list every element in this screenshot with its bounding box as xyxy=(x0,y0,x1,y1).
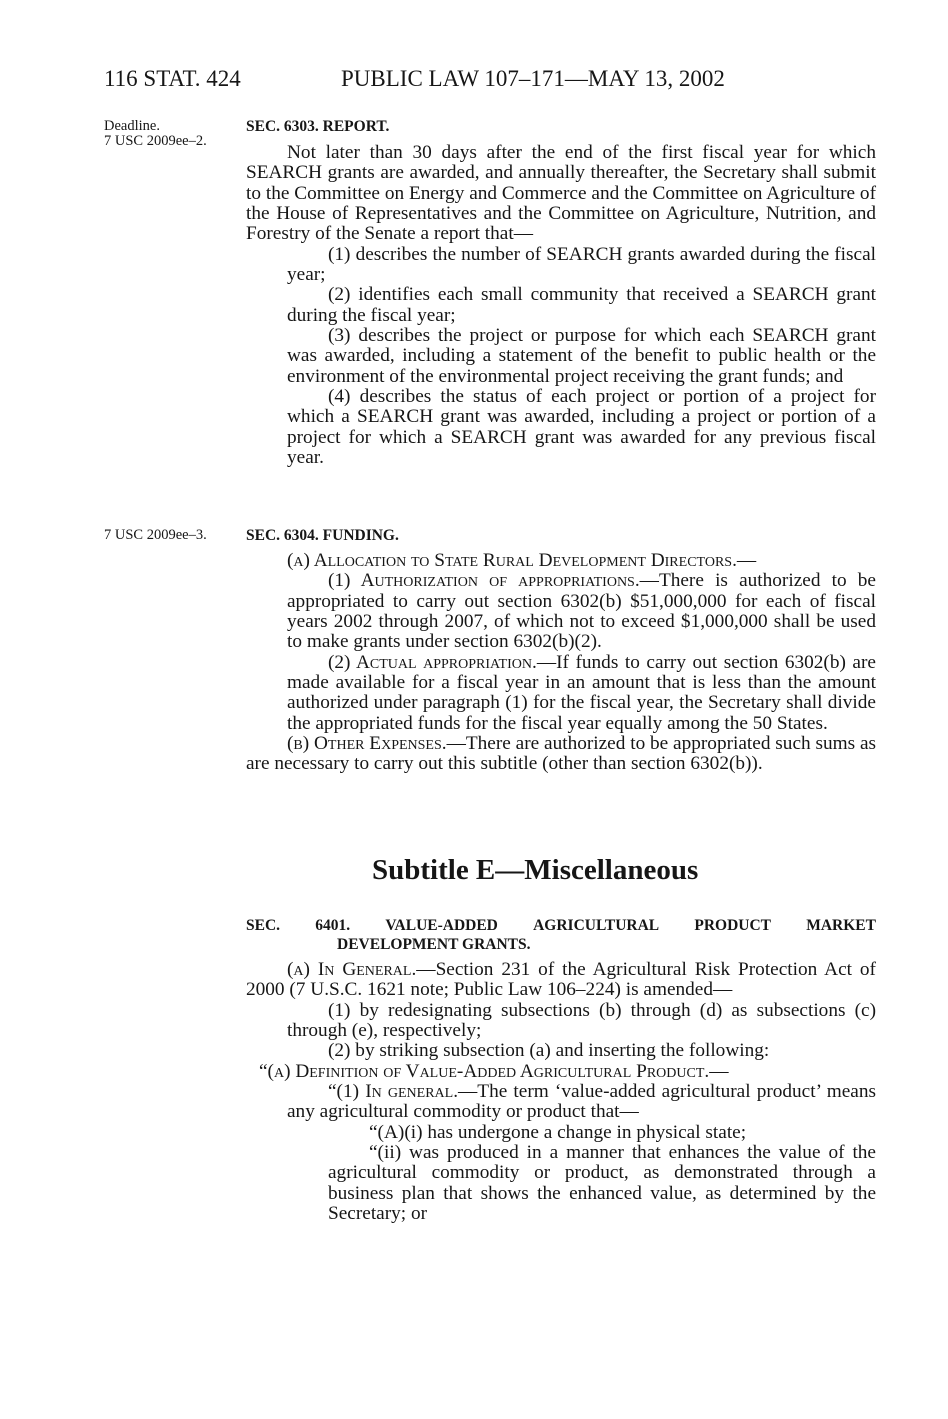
section-6401-definition-heading xyxy=(246,1062,876,1082)
section-6401-definition-1-label: “(1) In general. xyxy=(328,1081,459,1103)
section-6401-heading-word: PRODUCT xyxy=(694,917,772,934)
margin-note-usc-6303: 7 USC 2009ee–2. xyxy=(104,133,207,149)
section-6401-item-1: (1) by redesignating subsections (b) through (d) as subsections (c) through (e), respectively; xyxy=(287,999,876,1042)
section-6304-a2-label: (2) Actual appropriation. xyxy=(328,651,537,673)
section-6304-a-heading xyxy=(246,551,876,571)
section-6401-heading-line2: DEVELOPMENT GRANTS. xyxy=(337,936,531,953)
section-6401-heading-word: 6401. xyxy=(315,917,351,934)
section-6303-item-1: (1) describes the number of SEARCH grants awarded during the fiscal year; xyxy=(287,243,876,286)
section-6401-a xyxy=(246,960,876,1001)
section-6303-item-2: (2) identifies each small community that received a SEARCH grant during the fiscal year; xyxy=(287,284,876,326)
section-6401-heading-word: AGRICULTURAL xyxy=(533,917,660,934)
section-6304-a1 xyxy=(287,571,876,652)
section-6401-item-2: (2) by striking subsection (a) and inserting the following: xyxy=(328,1040,770,1062)
running-header-title: PUBLIC LAW 107–171—MAY 13, 2002 xyxy=(341,66,725,91)
section-6303-item-4: (4) describes the status of each project or portion of a project for which a SEARCH grant was awarded, including a project or portion of a project for which a SEARCH grant was awarded for any previous fiscal year. xyxy=(287,386,876,469)
section-6401-definition-heading-text: “(a) Definition of Value-Added Agricultural Product.— xyxy=(259,1060,729,1082)
section-6401-definition-1 xyxy=(287,1082,876,1123)
section-6401-a-label: (a) In General. xyxy=(287,959,417,980)
section-6401-definition-a-i: “(A)(i) has undergone a change in physical state; xyxy=(369,1121,747,1143)
section-6401-heading-word: MARKET xyxy=(806,917,876,934)
section-6401-heading-word: VALUE-ADDED xyxy=(385,917,498,934)
section-6304-body xyxy=(246,551,876,775)
section-6303-body xyxy=(246,143,876,469)
section-6303-heading: SEC. 6303. REPORT. xyxy=(246,118,390,135)
section-6304-b-label: (b) Other Expenses. xyxy=(287,733,447,755)
section-6401-a-text: —Section 231 of the Agricultural Risk Protection Act of 2000 (7 U.S.C. 1621 note; Public Law 106–224) is amended— xyxy=(246,959,876,1001)
section-6401-definition-1-text: —The term ‘value-added agricultural product’ means any agricultural commodity or product that— xyxy=(287,1081,876,1123)
section-6304-a2 xyxy=(287,653,876,734)
section-6303-intro: Not later than 30 days after the end of the first fiscal year for which SEARCH grants are awarded, and annually thereafter, the Secretary shall submit to the Committee on Energy and Commerce and the Committee on Agriculture of the House of Representatives and the Committee on Agriculture, Nutrition, and Forestry of the Senate a report that— xyxy=(246,142,876,245)
section-6304-b xyxy=(246,734,876,775)
section-6304-a2-text: —If funds to carry out section 6302(b) are made available for a fiscal year in an amount that is less than the amount authorized under paragraph (1) for the fiscal year, the Secretary shall divide the appropriated funds for the fiscal year equally among the 50 States. xyxy=(287,651,876,734)
section-6401-body xyxy=(246,960,876,1224)
section-6401-heading xyxy=(246,916,876,954)
section-6401-definition-ii: “(ii) was produced in a manner that enhances the value of the agricultural commodity or product, as demonstrated through a business plan that shows the enhanced value, as determined by the Secretary; or xyxy=(328,1142,876,1225)
section-6304-heading: SEC. 6304. FUNDING. xyxy=(246,527,399,544)
section-6304-a1-label: (1) Authorization of appropriations. xyxy=(328,570,640,592)
margin-note-usc-6304: 7 USC 2009ee–3. xyxy=(104,527,207,543)
subtitle-heading: Subtitle E—Miscellaneous xyxy=(372,854,699,886)
section-6303-item-3: (3) describes the project or purpose for which each SEARCH grant was awarded, including a statement of the benefit to public health or the environment of the environmental project receiving the grant funds; and xyxy=(287,325,876,387)
section-6401-heading-word: SEC. xyxy=(246,917,281,934)
section-6304-a-heading-text: (a) Allocation to State Rural Development Directors.— xyxy=(287,550,757,571)
section-6304-b-text: —There are authorized to be appropriated such sums as are necessary to carry out this subtitle (other than section 6302(b)). xyxy=(246,733,877,775)
margin-note-deadline: Deadline. xyxy=(104,118,160,134)
section-6304-a1-text: —There is authorized to be appropriated to carry out section 6302(b) $51,000,000 for each of fiscal years 2002 through 2007, of which not to exceed $1,000,000 shall be used to make grants under section 6302(b)(2). xyxy=(287,570,876,653)
running-header-page-ref: 116 STAT. 424 xyxy=(104,66,241,91)
